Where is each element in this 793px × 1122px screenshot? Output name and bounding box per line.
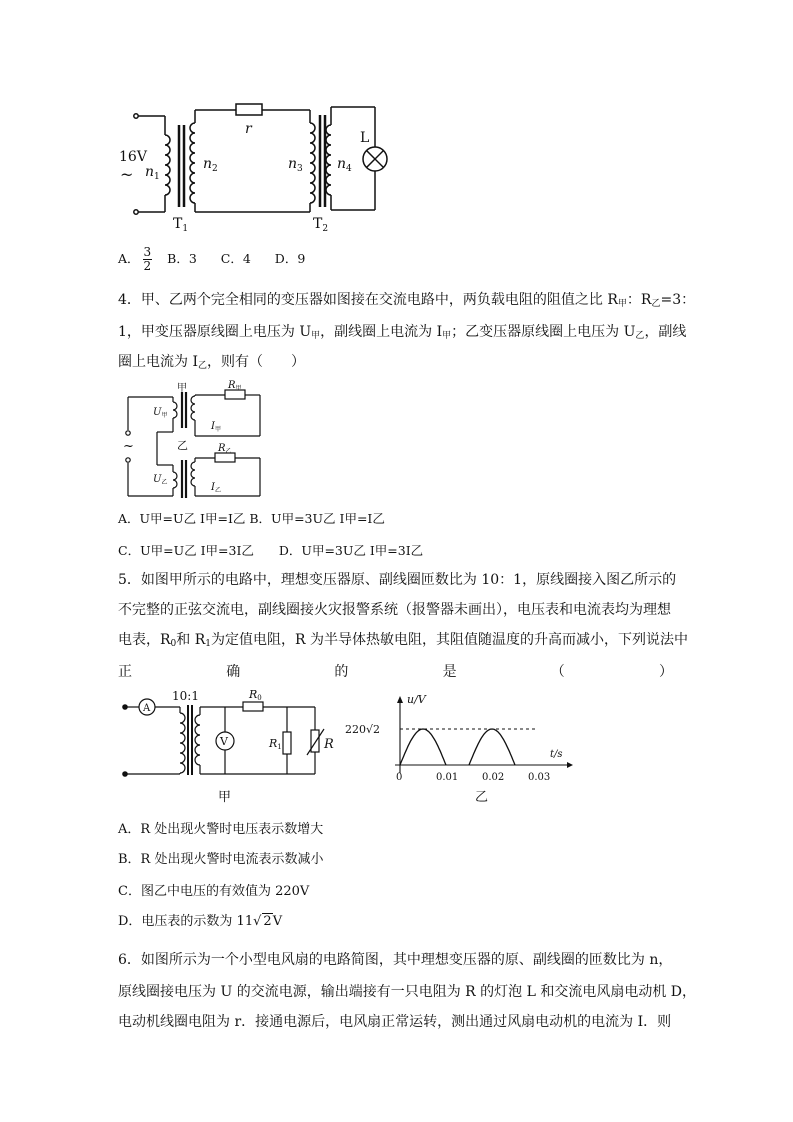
- q4-line-1: 4．甲、乙两个完全相同的变压器如图接在交流电路中，两负载电阻的阻值之比 $R_甲$：$R_乙=3$：: [118, 292, 696, 309]
- r-yi-label: $R_乙$: [218, 443, 232, 455]
- voltmeter-label: V: [220, 735, 228, 748]
- q4-line-3: 圈上电流为 $I_乙$，则有（ ）: [118, 354, 305, 371]
- yi-label: 乙: [177, 439, 188, 452]
- q5-word-2: 确: [226, 664, 241, 680]
- q6-line-3: 电动机线圈电阻为 r．接通电源后，电风扇正常运转，测出通过风扇电动机的电流为 I．则: [118, 1014, 672, 1030]
- q5-line-1: 5．如图甲所示的电路中，理想变压器原、副线圈匝数比为 10：1，原线圈接入图乙所示的: [118, 572, 677, 588]
- q5-line-4: [118, 662, 673, 682]
- source-ac-symbol: ~: [120, 165, 134, 184]
- sqrt-sign: √: [253, 914, 262, 929]
- q3-option-c[interactable]: C．4: [220, 251, 251, 266]
- chart-x-label: t/s: [550, 749, 563, 760]
- n4-label: $n_4$: [337, 156, 352, 174]
- fraction-three-halves: $\frac{3}{2}$: [143, 245, 152, 273]
- q5-word-3: 的: [334, 664, 349, 680]
- t1-label: $T_1$: [173, 216, 189, 234]
- chart-x-tick-0: 0: [396, 772, 403, 783]
- chart-x-axis-arrow: [567, 762, 573, 768]
- chart-x-tick-3: 0.03: [528, 772, 551, 783]
- q4-line-2: 1，甲变压器原线圈上电压为 $U_甲$，副线圈上电流为 $I_甲$；乙变压器原线圈上电压为 $U_乙$，副线: [118, 324, 687, 341]
- q5-option-a[interactable]: A．R 处出现火警时电压表示数增大: [118, 822, 324, 837]
- source-voltage-label: 16V: [119, 149, 147, 165]
- q6-line-2: 原线圈接电压为 U 的交流电源，输出端接有一只电阻为 R 的灯泡 L 和交流电风扇电动机 D，: [118, 984, 697, 1000]
- r0-label: R0: [249, 688, 262, 702]
- transformer-circuit-figure-1: [115, 95, 405, 235]
- lamp-label: L: [360, 130, 370, 146]
- n2-label: $n_2$: [203, 156, 218, 174]
- ac-symbol: ~: [123, 439, 134, 454]
- n3-label: $n_3$: [288, 156, 303, 174]
- ammeter-label: A: [143, 703, 151, 714]
- transformer-pair-figure-2: [115, 380, 275, 505]
- chart-y-axis-arrow: [397, 696, 403, 703]
- t2-label: $T_2$: [313, 216, 329, 234]
- q5-word-4: 是: [442, 664, 457, 680]
- jia-label: 甲: [177, 383, 187, 394]
- ratio-label: 10:1: [172, 689, 199, 703]
- chart-x-tick-2: 0.02: [482, 772, 505, 783]
- chart-x-tick-1: 0.01: [436, 772, 459, 783]
- q5-word-1: 正: [118, 664, 132, 680]
- chart-series-arc-2: [469, 729, 515, 765]
- q5-word-5: （: [550, 664, 565, 680]
- fire-alarm-circuit-figure-jia: [115, 685, 335, 810]
- r-jia-label: $R_甲$: [228, 380, 242, 392]
- q3-option-d[interactable]: D．9: [274, 251, 306, 266]
- q5-line-2: 不完整的正弦交流电，副线圈接火灾报警系统（报警器未画出），电压表和电流表均为理想: [118, 602, 671, 618]
- q3-option-b[interactable]: B．3: [167, 251, 197, 266]
- chart-y-label: u/V: [407, 693, 426, 706]
- chart-peak-label: 220√2: [345, 723, 381, 736]
- n1-label: $n_1$: [145, 164, 160, 182]
- q5-line-3: 电表，$R_0$和 $R_1$为定值电阻，R 为半导体热敏电阻，其阻值随温度的升高而减小，下列说法中: [118, 632, 689, 649]
- r1-label: R1: [269, 737, 282, 751]
- chart-series-arc-1: [400, 729, 446, 765]
- q6-line-1: 6．如图所示为一个小型电风扇的电路简图，其中理想变压器的原、副线圈的匝数比为 n，: [118, 952, 673, 968]
- q5-option-c[interactable]: C．图乙中电压的有效值为 220V: [118, 884, 310, 899]
- q4-options-ab[interactable]: A．U甲=U乙 I甲=I乙 B．U甲=3U乙 I甲=I乙: [118, 511, 385, 526]
- q4-options-cd[interactable]: C．U甲=U乙 I甲=3I乙 D．U甲=3U乙 I甲=3I乙: [118, 543, 424, 558]
- chart-caption: 乙: [475, 790, 489, 805]
- q3-option-a[interactable]: A． $\frac{3}{2}$: [118, 245, 152, 273]
- u-jia-label: $U_甲$: [153, 407, 168, 419]
- q5-option-d[interactable]: D．电压表的示数为 11√ 2V: [118, 914, 283, 929]
- voltage-time-chart: [345, 685, 575, 810]
- figure-jia-caption: 甲: [218, 790, 232, 805]
- r-thermistor-label: R: [324, 737, 334, 752]
- i-jia-label: $I_甲$: [211, 421, 221, 433]
- resistor-r-label: r: [245, 121, 252, 137]
- q3-options: [118, 246, 305, 273]
- q5-option-b[interactable]: B．R 处出现火警时电流表示数减小: [118, 852, 324, 867]
- q5-word-6: ）: [658, 664, 673, 680]
- i-yi-label: $I_乙$: [211, 482, 221, 494]
- u-yi-label: $U_乙$: [153, 474, 168, 486]
